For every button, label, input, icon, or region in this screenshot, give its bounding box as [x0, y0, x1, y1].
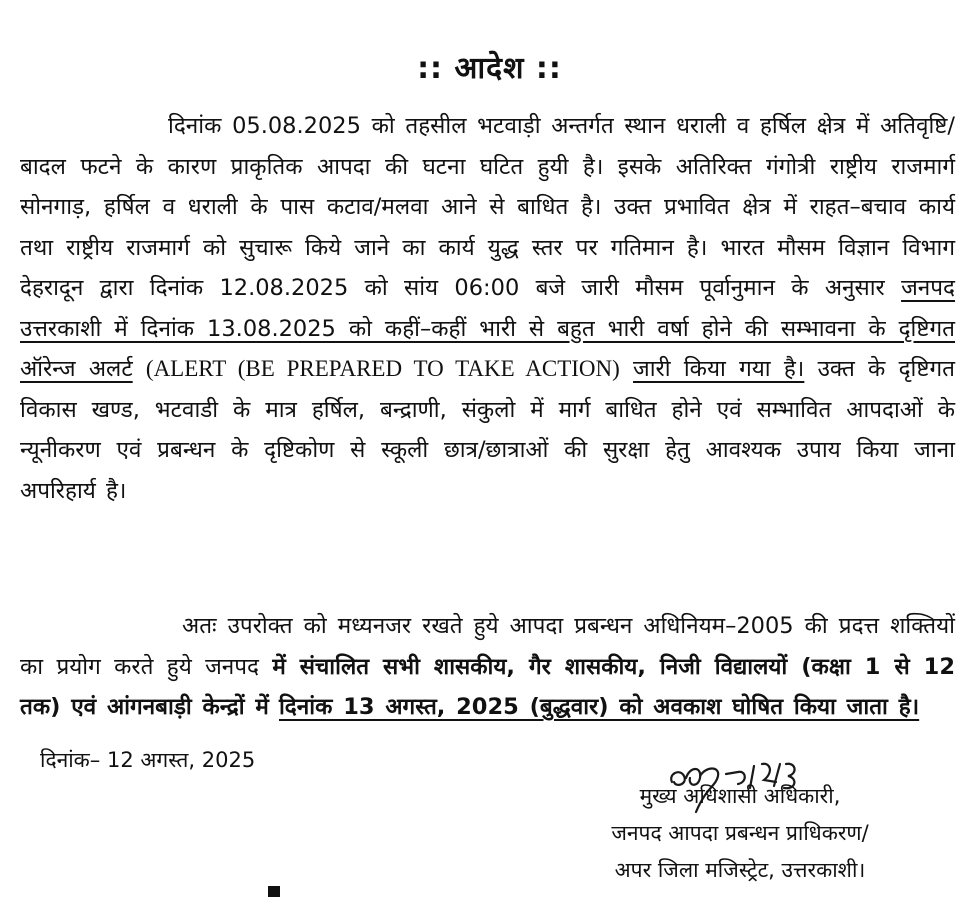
signatory-line-2: जनपद आपदा प्रबन्धन प्राधिकरण/ — [611, 821, 869, 845]
orange-alert-text: जनपद उत्तरकाशी में दिनांक 13.08.2025 को कहीं–कहीं भारी से बहुत भारी वर्षा होने की सम्भावना के दृष्टिगत ऑरेन्ज अलर्ट — [20, 275, 956, 382]
holiday-declaration: दिनांक 13 अगस्त, 2025 (बुद्धवार) को अवकाश घोषित किया जाता है। — [278, 694, 920, 720]
paragraph-2-text: अतः उपरोक्त को मध्यनजर रखते हुये आपदा प्रबन्धन अधिनियम–2005 की प्रदत्त शक्तियों का प्रयोग करते हुये जनपद — [20, 613, 955, 680]
issue-date: दिनांक– 12 अगस्त, 2025 — [40, 748, 256, 772]
paragraph-1 — [20, 106, 955, 511]
signatory-line-3: अपर जिला मजिस्ट्रेट, उत्तरकाशी। — [614, 858, 866, 882]
paragraph-1-text: दिनांक 05.08.2025 को तहसील भटवाड़ी अन्तर्गत स्थान धराली व हर्षिल क्षेत्र में अतिवृष्टि/बादल फटने के कारण प्राकृतिक आपदा की घटना घटित हुयी है। इसके अतिरिक्त गंगोत्री राष्ट्रीय राजमार्ग सोनगाड़, हर्षिल व धराली के पास कटाव/मलवा आने से बाधित है। उक्त प्रभावित क्षेत्र में राहत–बचाव कार्य तथा राष्ट्रीय राजमार्ग को सुचारू किये जाने का कार्य युद्ध स्तर पर गतिमान है। भारत मौसम विज्ञान विभाग देहरादून द्वारा दिनांक 12.08.2025 को सांय 06:00 बजे जारी मौसम पूर्वानुमान के अनुसार — [20, 113, 955, 301]
paragraph-1-closing: उक्त के दृष्टिगत विकास खण्ड, भटवाडी के मात्र हर्षिल, बन्द्राणी, संकुलो में मार्ग बाधित होने एवं सम्भावित आपदाओं के न्यूनीकरण एवं प्रबन्धन के दृष्टिकोण से स्कूली छात्र/छात्राओं की सुरक्षा हेतु आवश्यक उपाय किया जाना अपरिहार्य है। — [20, 356, 955, 504]
schools-list-text: में संचालित सभी शासकीय, गैर शासकीय, निजी विद्यालयों (कक्षा 1 से 12 तक) एवं आंगनबाड़ी केन्द्रों में — [20, 653, 955, 720]
signatory-block — [530, 778, 950, 889]
paragraph-2 — [20, 606, 955, 728]
cropped-text-fragment — [268, 886, 280, 897]
signatory-line-1: मुख्य अधिशासी अधिकारी, — [639, 784, 841, 808]
order-title: :: आदेश :: — [417, 51, 562, 86]
alert-english-text: (ALERT (BE PREPARED TO TAKE ACTION) — [145, 356, 620, 381]
alert-issued-text: जारी किया गया है। — [633, 356, 805, 382]
